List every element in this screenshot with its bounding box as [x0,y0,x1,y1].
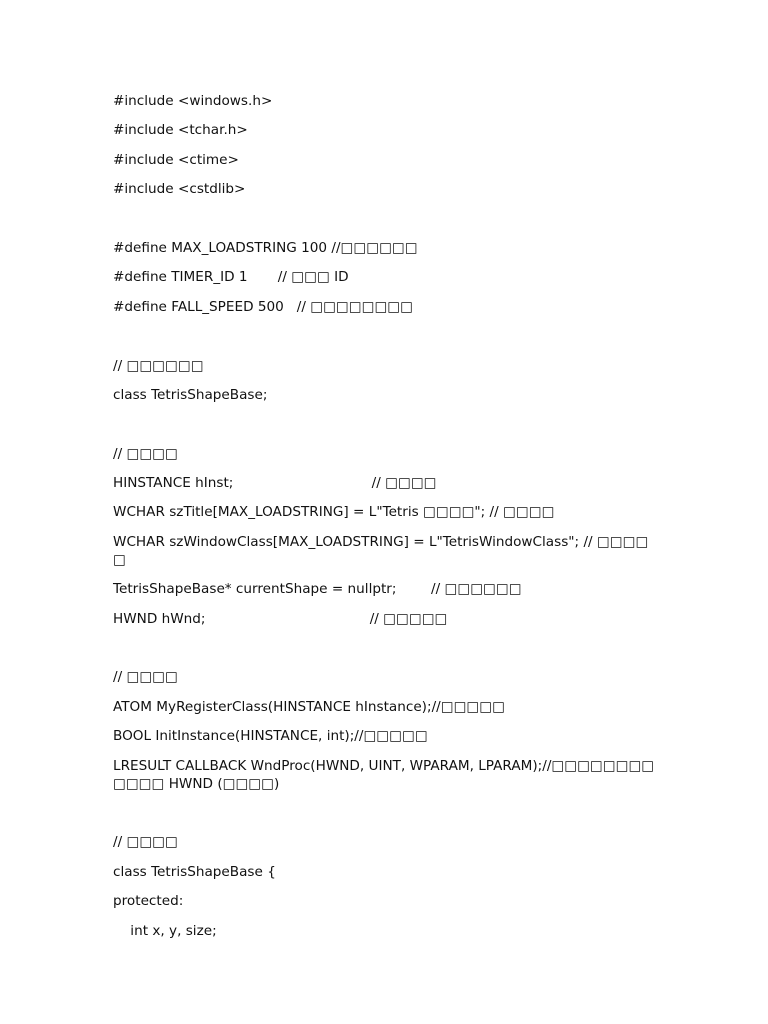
code-line-comment-class: // □□□□ [113,834,178,851]
code-line-currentshape: TetrisShapeBase* currentShape = nullptr; // □□□□□□ [113,581,522,598]
code-line-include-tchar: #include <tchar.h> [113,122,248,139]
blank-line [113,210,658,228]
code-line-hwnd: HWND hWnd; // □□□□□ [113,610,448,627]
code-line-include-windows: #include <windows.h> [113,93,273,109]
code-listing [113,92,658,951]
code-line-include-ctime: #include <ctime> [113,151,239,168]
code-line-comment-forward-decl: // □□□□□□ [113,357,204,374]
code-line-sztitle: WCHAR szTitle[MAX_LOADSTRING] = L"Tetris □□□□"; // □□□□ [113,504,555,521]
code-line-hinst: HINSTANCE hInst; // □□□□ [113,475,437,492]
code-line-szwindowclass: WCHAR szWindowClass[MAX_LOADSTRING] = L"TetrisWindowClass"; // □□□□□ [113,533,649,568]
blank-line [113,415,658,433]
code-line-wndproc: LRESULT CALLBACK WndProc(HWND, UINT, WPARAM, LPARAM);//□□□□□□□□□□□□ HWND (□□□□) [113,757,655,792]
code-line-class-open: class TetrisShapeBase { [113,863,276,880]
blank-line [113,804,658,822]
code-line-define-fall-speed: #define FALL_SPEED 500 // □□□□□□□□ [113,298,413,315]
code-line-class-forward-decl: class TetrisShapeBase; [113,386,268,403]
code-line-members: int x, y, size; [113,922,217,939]
code-line-comment-prototypes: // □□□□ [113,669,178,686]
code-line-initinstance: BOOL InitInstance(HINSTANCE, int);//□□□□□ [113,728,428,745]
blank-line [113,327,658,345]
code-line-include-cstdlib: #include <cstdlib> [113,181,246,198]
code-line-myregisterclass: ATOM MyRegisterClass(HINSTANCE hInstance);//□□□□□ [113,698,505,715]
code-line-define-max-loadstring: #define MAX_LOADSTRING 100 //□□□□□□ [113,239,418,256]
blank-line [113,639,658,657]
code-line-define-timer-id: #define TIMER_ID 1 // □□□ ID [113,269,349,286]
code-line-comment-globals: // □□□□ [113,445,178,462]
code-line-protected: protected: [113,893,184,910]
